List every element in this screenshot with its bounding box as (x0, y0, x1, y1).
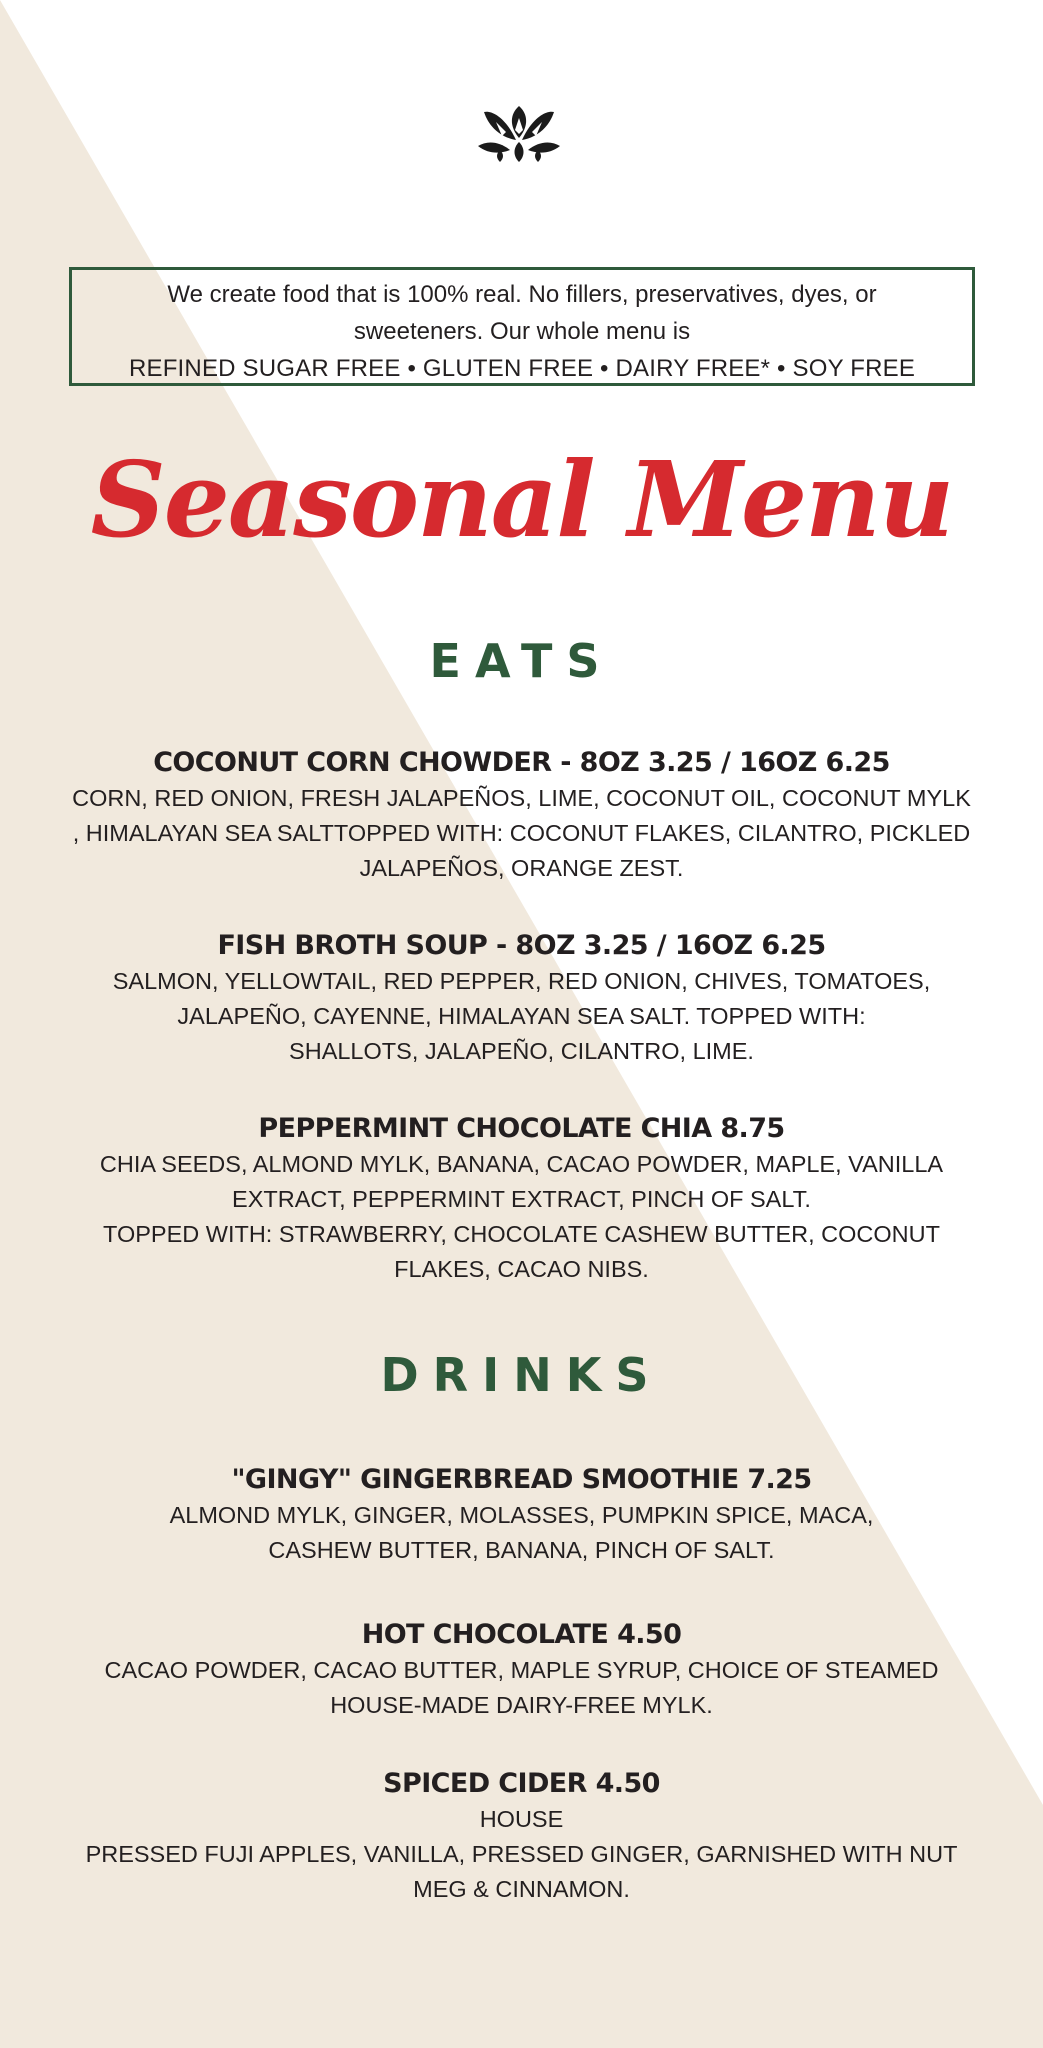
intro-box (69, 267, 975, 386)
description-line: TOPPED WITH: STRAWBERRY, CHOCOLATE CASHEW BUTTER, COCONUT (103, 1221, 940, 1247)
description-line: CHIA SEEDS, ALMOND MYLK, BANANA, CACAO POWDER, MAPLE, VANILLA (99, 1151, 944, 1177)
description-line: EXTRACT, PEPPERMINT EXTRACT, PINCH OF SALT. (232, 1186, 811, 1212)
drinks-heading: DRINKS (380, 1348, 663, 1402)
description-line: SALMON, YELLOWTAIL, RED PEPPER, RED ONION, CHIVES, TOMATOES, (112, 968, 931, 994)
item-name: FISH BROTH SOUP - 8OZ 3.25 / 16OZ 6.25 (217, 930, 826, 961)
item-name: SPICED CIDER 4.50 (383, 1768, 660, 1799)
intro-claims: REFINED SUGAR FREE • GLUTEN FREE • DAIRY FREE* • SOY FREE (128, 355, 916, 382)
menu-item (60, 1617, 983, 1723)
description-line: CACAO POWDER, CACAO BUTTER, MAPLE SYRUP, CHOICE OF STEAMED (104, 1657, 939, 1683)
intro-line-2: sweeteners. Our whole menu is (353, 318, 691, 345)
description-line: JALAPEÑO, CAYENNE, HIMALAYAN SEA SALT. TOPPED WITH: (177, 1003, 866, 1029)
item-description (60, 1498, 983, 1568)
description-line: ALMOND MYLK, GINGER, MOLASSES, PUMPKIN SPICE, MACA, (169, 1502, 874, 1528)
menu-title: Seasonal Menu (90, 438, 953, 561)
description-line: SHALLOTS, JALAPEÑO, CILANTRO, LIME. (289, 1038, 754, 1064)
item-description (60, 1802, 983, 1907)
description-line: HOUSE-MADE DAIRY-FREE MYLK. (330, 1692, 713, 1718)
description-line: MEG & CINNAMON. (413, 1876, 630, 1902)
description-line: HOUSE (479, 1806, 564, 1832)
description-line: CASHEW BUTTER, BANANA, PINCH OF SALT. (268, 1537, 775, 1563)
item-name: HOT CHOCOLATE 4.50 (361, 1619, 682, 1650)
item-description (60, 1147, 983, 1287)
intro-line-1: We create food that is 100% real. No fillers, preservatives, dyes, or (167, 281, 877, 308)
menu-item (60, 1766, 983, 1907)
item-description (60, 964, 983, 1069)
description-line: JALAPEÑOS, ORANGE ZEST. (359, 855, 684, 881)
item-description (60, 1653, 983, 1723)
item-description (60, 781, 983, 886)
menu-item (60, 745, 983, 886)
description-line: CORN, RED ONION, FRESH JALAPEÑOS, LIME, COCONUT OIL, COCONUT MYLK (72, 785, 971, 811)
eats-heading: EATS (429, 634, 614, 688)
lotus-icon (476, 104, 562, 164)
description-line: FLAKES, CACAO NIBS. (394, 1256, 649, 1282)
item-name: PEPPERMINT CHOCOLATE CHIA 8.75 (258, 1113, 785, 1144)
menu-item (60, 1462, 983, 1568)
description-line: , HIMALAYAN SEA SALTTOPPED WITH: COCONUT FLAKES, CILANTRO, PICKLED (72, 820, 971, 846)
item-name: "GINGY" GINGERBREAD SMOOTHIE 7.25 (231, 1464, 812, 1495)
description-line: PRESSED FUJI APPLES, VANILLA, PRESSED GINGER, GARNISHED WITH NUT (85, 1841, 958, 1867)
menu-item (60, 928, 983, 1069)
menu-item (60, 1111, 983, 1287)
item-name: COCONUT CORN CHOWDER - 8OZ 3.25 / 16OZ 6.25 (153, 747, 890, 778)
